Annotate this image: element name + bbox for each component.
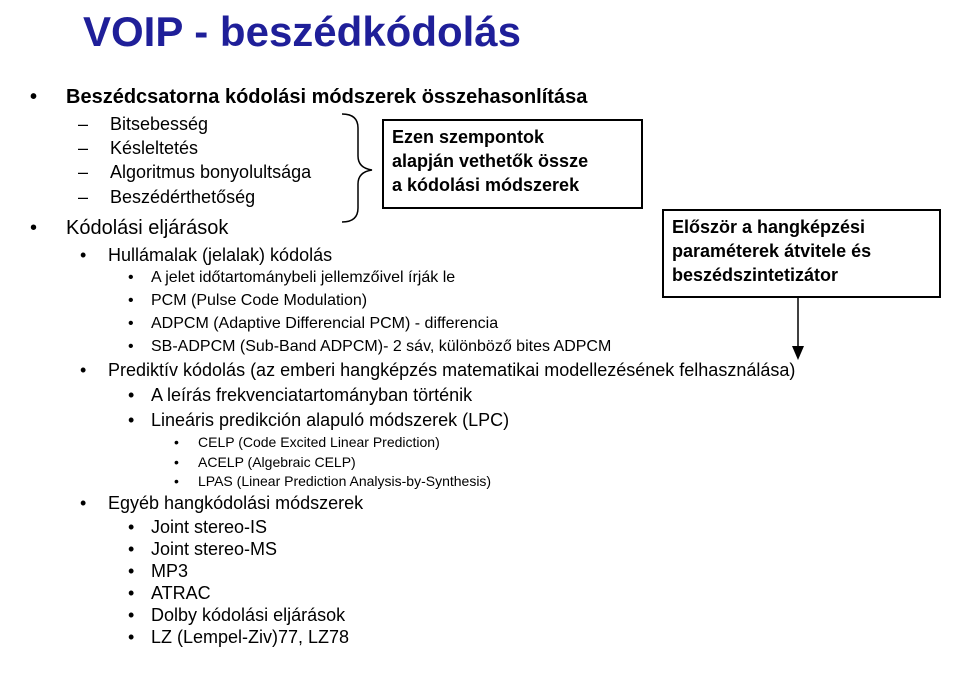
- bullet-marker: •: [174, 473, 179, 489]
- bullet-marker: •: [128, 583, 135, 603]
- bullet-marker: •: [174, 434, 179, 450]
- bullet-marker: •: [80, 245, 87, 265]
- callout-line: Ezen szempontok: [392, 127, 545, 147]
- bullet-marker: •: [128, 517, 135, 537]
- callout-line: Először a hangképzési: [672, 217, 866, 237]
- dash-marker: –: [78, 162, 89, 182]
- callout-line: paraméterek átvitele és: [672, 241, 872, 261]
- bullet-marker: •: [128, 269, 134, 286]
- comparison-callout-box: [382, 119, 643, 209]
- bullet-marker: •: [80, 493, 87, 513]
- bullet-marker: •: [30, 86, 38, 108]
- bullet-marker: •: [128, 539, 135, 559]
- list-item: Prediktív kódolás (az emberi hangképzés matematikai modellezésének felhasználása): [108, 360, 796, 380]
- list-item: Dolby kódolási eljárások: [151, 605, 346, 625]
- callout-line: beszédszintetizátor: [672, 265, 839, 285]
- list-item: ADPCM (Adaptive Differencial PCM) - differencia: [151, 315, 499, 332]
- bullet-marker: •: [128, 605, 135, 625]
- bullet-marker: •: [174, 454, 179, 470]
- list-item: ACELP (Algebraic CELP): [198, 454, 356, 470]
- list-item: SB-ADPCM (Sub-Band ADPCM)- 2 sáv, különböző bites ADPCM: [151, 338, 612, 355]
- bullet-marker: •: [80, 360, 87, 380]
- callout-line: a kódolási módszerek: [392, 175, 580, 195]
- list-item: Hullámalak (jelalak) kódolás: [108, 245, 333, 265]
- list-item: Lineáris predikción alapuló módszerek (LPC): [151, 410, 510, 430]
- list-item: MP3: [151, 561, 189, 581]
- list-item: CELP (Code Excited Linear Prediction): [198, 434, 440, 450]
- list-item: Joint stereo-IS: [151, 517, 268, 537]
- bullet-marker: •: [128, 410, 135, 430]
- synthesis-callout-box: [662, 209, 941, 298]
- list-item: Kódolási eljárások: [66, 217, 229, 239]
- list-item: PCM (Pulse Code Modulation): [151, 292, 368, 309]
- list-item: A jelet időtartománybeli jellemzőivel írják le: [151, 269, 456, 286]
- bullet-marker: •: [128, 338, 134, 355]
- list-item: A leírás frekvenciatartományban történik: [151, 385, 473, 405]
- bullet-marker: •: [128, 315, 134, 332]
- list-item: ATRAC: [151, 583, 211, 603]
- list-item: Beszédérthetőség: [110, 187, 256, 207]
- list-item: LZ (Lempel-Ziv)77, LZ78: [151, 627, 350, 647]
- list-item: Egyéb hangkódolási módszerek: [108, 493, 364, 513]
- list-item: Joint stereo-MS: [151, 539, 278, 559]
- dash-marker: –: [78, 138, 89, 158]
- list-item: LPAS (Linear Prediction Analysis-by-Synthesis): [198, 473, 492, 489]
- right-brace-icon: [342, 114, 372, 222]
- dash-marker: –: [78, 114, 89, 134]
- dash-marker: –: [78, 187, 89, 207]
- slide-title: VOIP - beszédkódolás: [83, 8, 522, 55]
- bullet-marker: •: [128, 292, 134, 309]
- list-item: Beszédcsatorna kódolási módszerek összehasonlítása: [66, 86, 588, 108]
- down-arrow-icon: [792, 298, 804, 360]
- list-item: Algoritmus bonyolultsága: [110, 162, 312, 182]
- bullet-marker: •: [30, 217, 38, 239]
- list-item: Késleltetés: [110, 138, 199, 158]
- bullet-marker: •: [128, 627, 135, 647]
- list-item: Bitsebesség: [110, 114, 209, 134]
- bullet-marker: •: [128, 385, 135, 405]
- callout-line: alapján vethetők össze: [392, 151, 589, 171]
- bullet-marker: •: [128, 561, 135, 581]
